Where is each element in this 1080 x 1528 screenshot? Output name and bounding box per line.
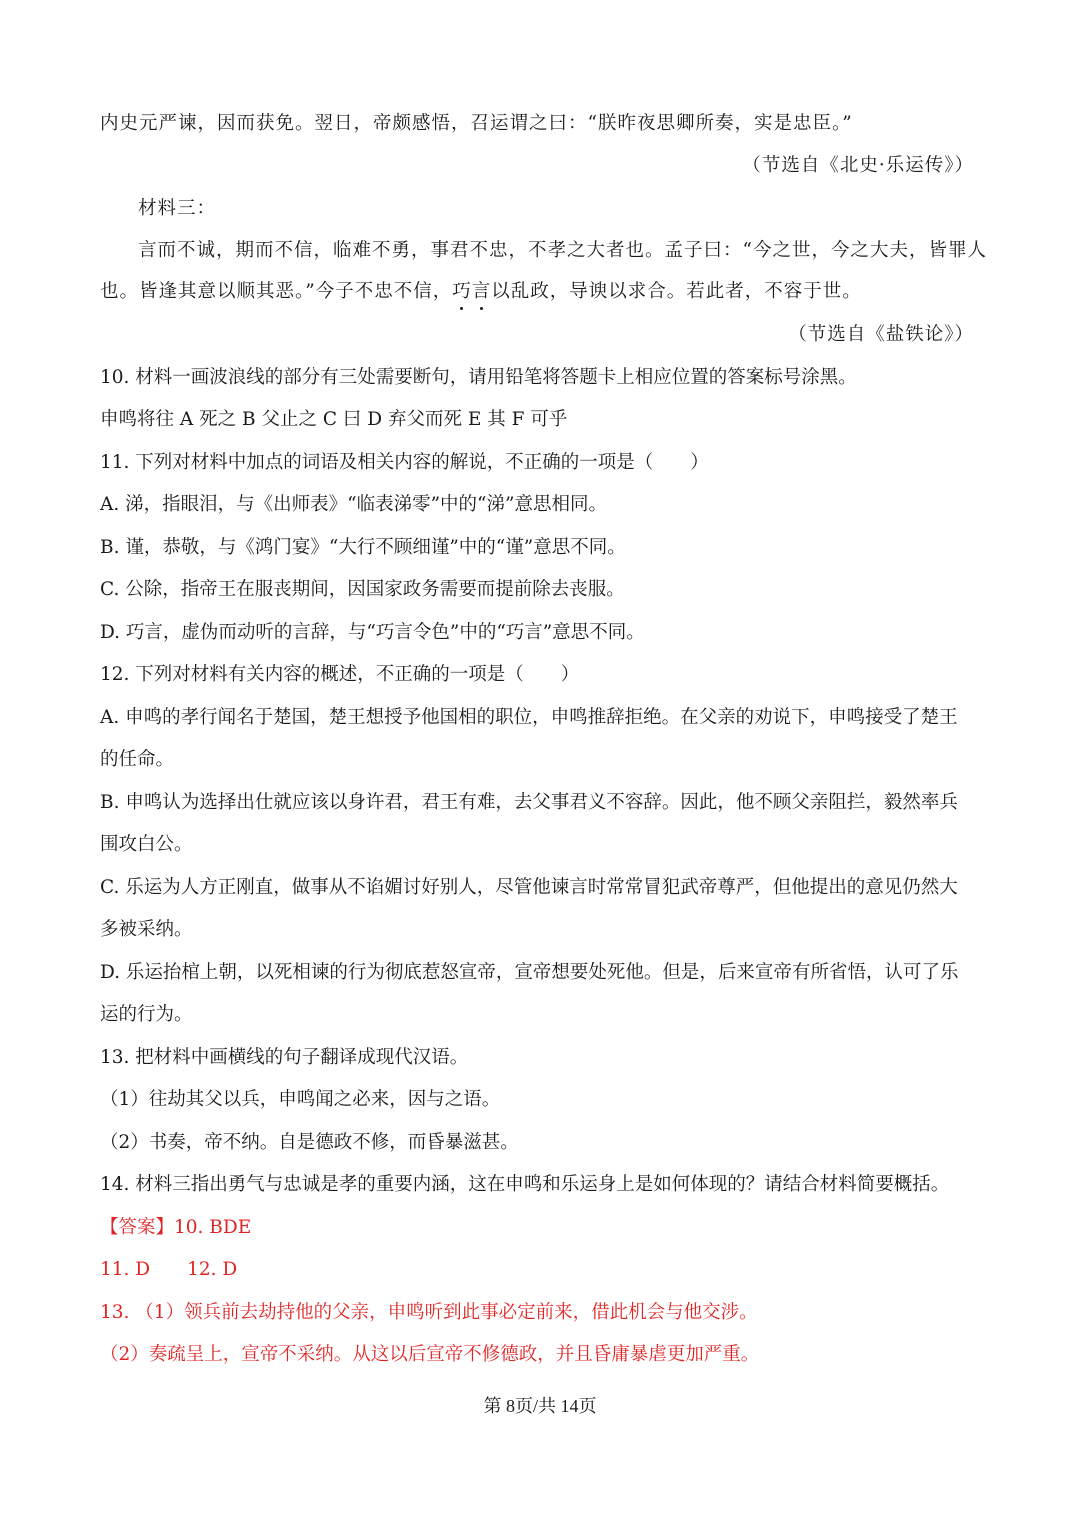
q12-option-a-line2: 的任命。 [100, 749, 175, 770]
material2-last-line: 内史元严谏，因而获免。翌日，帝颇感悟，召运谓之曰：“朕昨夜思卿所奏，实是忠臣。” [100, 113, 853, 134]
answer-label: 【答案】10. BDE [100, 1217, 252, 1238]
material3-line2 [100, 277, 985, 307]
answer-11-12: 11. D 12. D [100, 1259, 238, 1280]
material3-source: （节选自《盐铁论》） [788, 324, 974, 345]
answer-13-1: 13. （1）领兵前去劫持他的父亲，申鸣听到此事必定前来，借此机会与他交涉。 [100, 1302, 758, 1323]
q13-sentence2: （2）书奏，帝不纳。自是德政不修，而昏暴滋甚。 [100, 1132, 519, 1153]
q11-option-d: D. 巧言，虚伪而动听的言辞，与“巧言令色”中的“巧言”意思不同。 [100, 622, 645, 643]
q12-option-c-line2: 多被采纳。 [100, 919, 193, 940]
q12-option-b-line1: B. 申鸣认为选择出仕就应该以身许君，君王有难，去父事君义不容辞。因此，他不顾父亲阻拦，毅然率兵 [100, 792, 958, 813]
q12-option-d-line2: 运的行为。 [100, 1004, 193, 1025]
dotted-char-yan: 言 [471, 281, 492, 302]
q13-sentence1: （1）往劫其父以兵，申鸣闻之必来，因与之语。 [100, 1089, 501, 1110]
q13-stem: 13. 把材料中画横线的句子翻译成现代汉语。 [100, 1047, 469, 1068]
q14-stem: 14. 材料三指出勇气与忠诚是孝的重要内涵，这在申鸣和乐运身上是如何体现的？请结合材料简要概括。 [100, 1174, 950, 1195]
q10-stem: 10. 材料一画波浪线的部分有三处需要断句，请用铅笔将答题卡上相应位置的答案标号涂黑。 [100, 367, 857, 388]
answer-13-2: （2）奏疏呈上，宣帝不采纳。从这以后宣帝不修德政，并且昏庸暴虐更加严重。 [100, 1344, 760, 1365]
q11-option-c: C. 公除，指帝王在服丧期间，因国家政务需要而提前除去丧服。 [100, 579, 625, 600]
dotted-char-qiao: 巧 [452, 281, 472, 302]
q11-stem: 11. 下列对材料中加点的词语及相关内容的解说，不正确的一项是（ ） [100, 452, 709, 473]
material3-line1: 言而不诚，期而不信，临难不勇，事君不忠，不孝之大者也。孟子曰：“今之世，今之大夫，皆罪人 [138, 240, 987, 261]
q10-text: 申鸣将往 A 死之 B 父止之 C 曰 D 弃父而死 E 其 F 可乎 [100, 409, 568, 430]
q12-stem: 12. 下列对材料有关内容的概述，不正确的一项是（ ） [100, 664, 580, 685]
q12-option-b-line2: 围攻白公。 [100, 834, 193, 855]
q11-option-a: A. 涕，指眼泪，与《出师表》“临表涕零”中的“涕”意思相同。 [100, 494, 607, 515]
q12-option-c-line1: C. 乐运为人方正刚直，做事从不谄媚讨好别人，尽管他谏言时常常冒犯武帝尊严，但他提出的意见仍然大 [100, 877, 958, 898]
page-footer: 第 8页/共 14页 [483, 1396, 597, 1416]
q12-option-d-line1: D. 乐运抬棺上朝，以死相谏的行为彻底惹怒宣帝，宣帝想要处死他。但是，后来宣帝有所省悟，认可了乐 [100, 962, 959, 983]
material3-title: 材料三： [138, 198, 217, 219]
q11-option-b: B. 谨，恭敬，与《鸿门宴》“大行不顾细谨”中的“谨”意思不同。 [100, 537, 626, 558]
material3-line2-end: 以乱政，导谀以求合。若此者，不容于世。 [491, 281, 862, 302]
material2-source: （节选自《北史·乐运传》） [742, 155, 974, 176]
material3-line2-start: 也。皆逢其意以顺其恶。”今子不忠不信， [100, 281, 453, 302]
q12-option-a-line1: A. 申鸣的孝行闻名于楚国，楚王想授予他国相的职位，申鸣推辞拒绝。在父亲的劝说下，申鸣接受了楚王 [100, 707, 958, 728]
